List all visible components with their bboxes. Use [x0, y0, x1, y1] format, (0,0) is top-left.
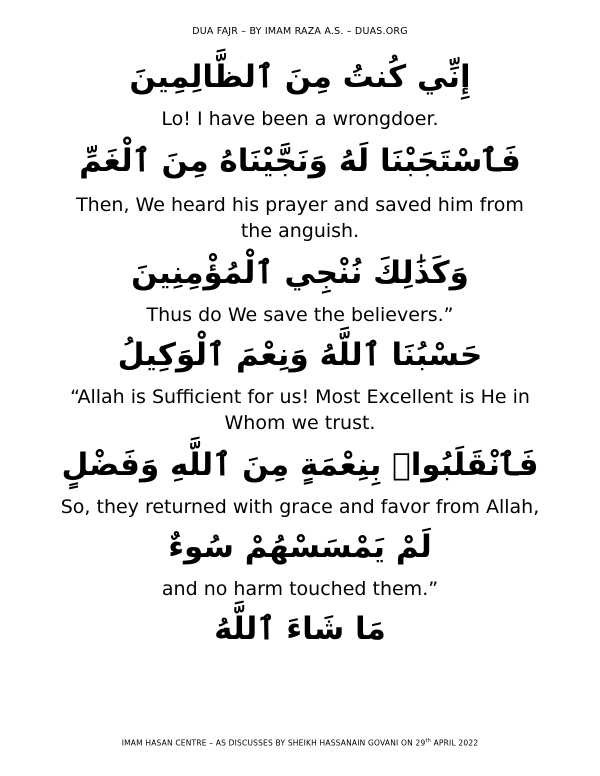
- verse-3-arabic: وَكَذَٰلِكَ نُنْجِي ٱلْمُؤْمِنِينَ: [131, 255, 469, 291]
- verse-2-english: Then, We heard his prayer and saved him from the anguish.: [76, 194, 524, 242]
- verse-1-english: Lo! I have been a wrongdoer.: [161, 108, 439, 130]
- verse-1-arabic: إِنِّي كُنتُ مِنَ ٱلظَّالِمِينَ: [129, 59, 471, 95]
- footer-text: IMAM HASAN CENTRE – AS DISCUSSES BY SHEIKH HASSANAIN GOVANI ON 29: [121, 738, 426, 748]
- verse-4-english: “Allah is Sufficient for us! Most Excellent is He in Whom we trust.: [70, 386, 530, 434]
- verse-2-arabic: فَٱسْتَجَبْنَا لَهُ وَنَجَّيْنَاهُ مِنَ ٱلْغَمِّ: [79, 143, 521, 179]
- verse-6-arabic: لَمْ يَمْسَسْهُمْ سُوءٌ: [168, 529, 432, 565]
- verse-7-arabic: مَا شَاءَ ٱللَّهُ: [214, 611, 386, 647]
- page-header: DUA FAJR – BY IMAM RAZA A.S. – DUAS.ORG: [192, 26, 408, 37]
- verse-5-arabic: فَٱنْقَلَبُوا۟ بِنِعْمَةٍ مِنَ ٱللَّهِ وَفَضْلٍ: [61, 447, 539, 483]
- verse-6-english: and no harm touched them.”: [161, 578, 439, 600]
- verse-4-arabic: حَسْبُنَا ٱللَّهُ وَنِعْمَ ٱلْوَكِيلُ: [117, 337, 483, 373]
- footer-superscript: th: [425, 738, 431, 744]
- page-footer: [0, 738, 600, 748]
- dua-content: [40, 50, 560, 652]
- verse-5-english: So, they returned with grace and favor from Allah,: [60, 496, 540, 518]
- verse-3-english: Thus do We save the believers.”: [146, 304, 454, 326]
- footer-text-end: APRIL 2022: [431, 738, 479, 748]
